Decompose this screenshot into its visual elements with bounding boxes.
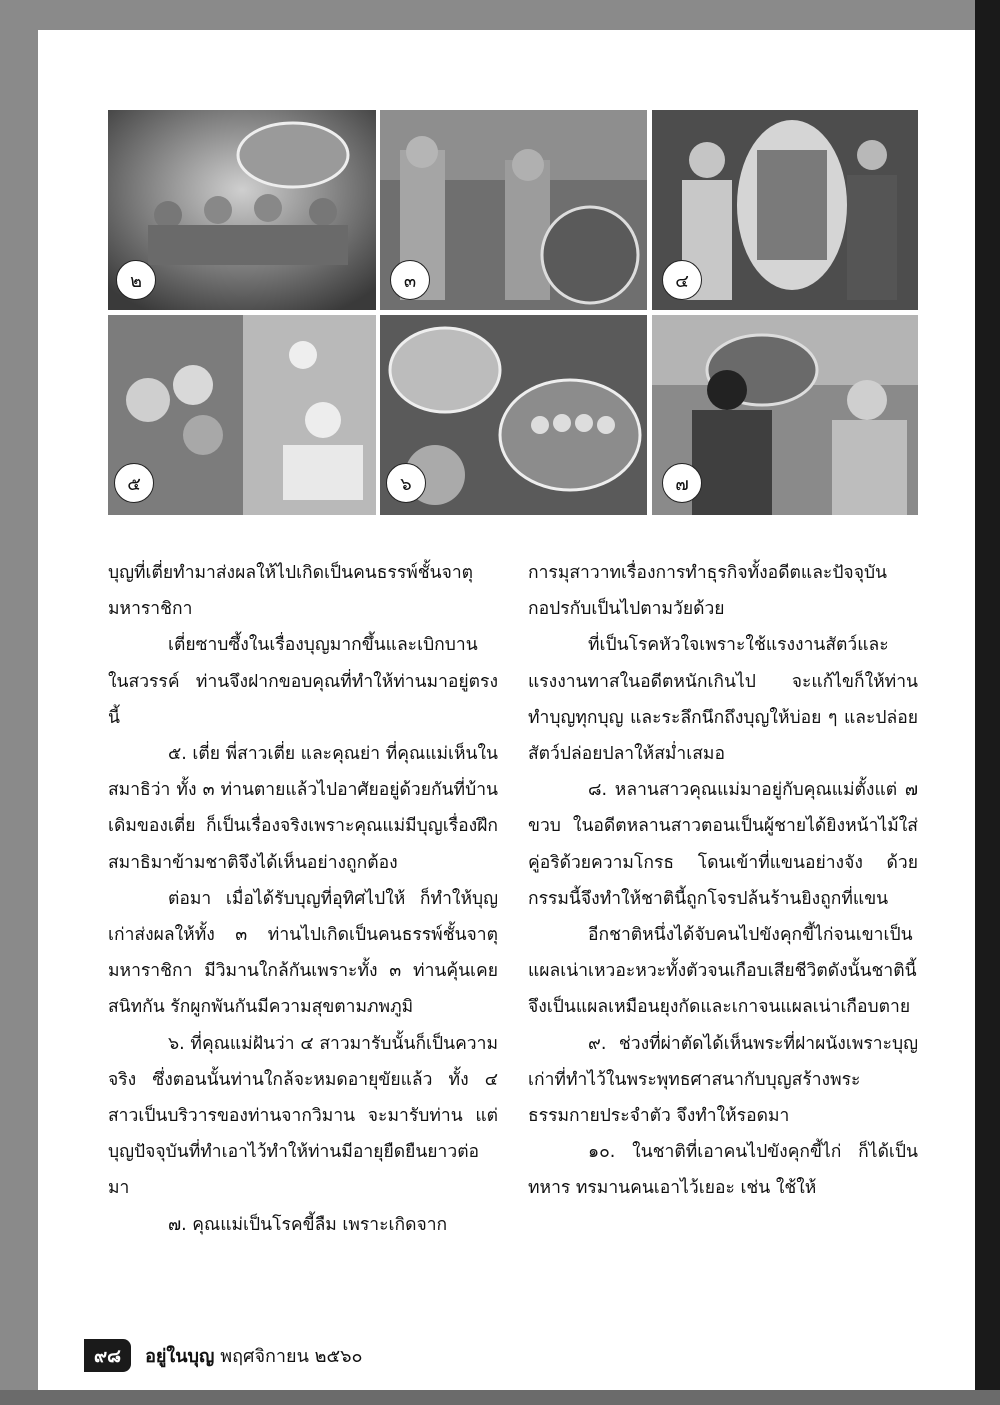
- issue-date: พฤศจิกายน ๒๕๖๐: [220, 1345, 363, 1367]
- magazine-name: อยู่ในบุญ: [145, 1345, 215, 1367]
- page-edge-bottom: [0, 1390, 1000, 1405]
- paragraph: ๖. ที่คุณแม่ฝันว่า ๔ สาวมารับนั้นก็เป็นความจริง ซึ่งตอนนั้นท่านใกล้จะหมดอายุขัยแล้ว ทั้ง ๔ สาวเป็นบริวารของท่านจากวิมาน จะมารับท่าน แต่บุญปัจจุบันที่ทำเอาไว้ทำให้ท่านมีอายุยืดยืนยาวต่อมา: [108, 1033, 498, 1199]
- illustration-6: [380, 315, 647, 515]
- paragraph: ๕. เตี่ย พี่สาวเตี่ย และคุณย่า ที่คุณแม่เห็นในสมาธิว่า ทั้ง ๓ ท่านตายแล้วไปอาศัยอยู่ด้วยกันที่บ้านเดิมของเตี่ย ก็เป็นเรื่องจริงเพราะคุณแม่มีบุญเรื่องฝึกสมาธิมาข้ามชาติจึงได้เห็นอย่างถูกต้อง: [108, 744, 498, 873]
- paragraph: ๙. ช่วงที่ผ่าตัดได้เห็นพระที่ฝาผนังเพราะบุญเก่าที่ทำไว้ในพระพุทธศาสนากับบุญสร้างพระธรรมกายประจำตัว จึงทำให้รอดมา: [528, 1033, 918, 1127]
- page-edge-right: [975, 0, 1000, 1405]
- illustration-number-badge: ๒: [116, 260, 156, 300]
- illustration-number-badge: ๗: [662, 463, 702, 503]
- paragraph: ๗. คุณแม่เป็นโรคขี้ลืม เพราะเกิดจาก: [168, 1214, 448, 1235]
- illustration-3: [380, 110, 647, 310]
- paragraph: บุญที่เตี่ยทำมาส่งผลให้ไปเกิดเป็นคนธรรพ์ชั้นจาตุมหาราชิกา: [108, 563, 474, 620]
- page-footer: [84, 1340, 363, 1370]
- paragraph: เตี่ยซาบซึ้งในเรื่องบุญมากขึ้นและเบิกบานในสวรรค์ ท่านจึงฝากขอบคุณที่ทำให้ท่านมาอยู่ตรงนี้: [108, 635, 498, 728]
- paragraph: ๑๐. ในชาติที่เอาคนไปขังคุกขี้ไก่ ก็ได้เป็นทหาร ทรมานคนเอาไว้เยอะ เช่น ใช้ให้: [528, 1142, 918, 1199]
- illustration-5: [108, 315, 376, 515]
- text-column-right: [528, 555, 918, 1207]
- paragraph: การมุสาวาทเรื่องการทำธุรกิจทั้งอดีตและปัจจุบัน กอปรกับเป็นไปตามวัยด้วย: [528, 563, 888, 620]
- illustration-4: [652, 110, 918, 310]
- illustration-number-badge: ๖: [386, 463, 426, 503]
- page-number: ๙๘: [84, 1339, 131, 1372]
- paragraph: ที่เป็นโรคหัวใจเพราะใช้แรงงานสัตว์และแรงงานทาสในอดีตหนักเกินไป จะแก้ไขก็ให้ท่านทำบุญทุกบุญ และระลึกนึกถึงบุญให้บ่อย ๆ และปล่อยสัตว์ปล่อยปลาให้สม่ำเสมอ: [528, 635, 918, 765]
- paragraph: ๘. หลานสาวคุณแม่มาอยู่กับคุณแม่ตั้งแต่ ๗ ขวบ ในอดีตหลานสาวตอนเป็นผู้ชายได้ยิงหน้าไม้ใส่คู่อริด้วยความโกรธ โดนเข้าที่แขนอย่างจัง ด้วยกรรมนี้จึงทำให้ชาตินี้ถูกโจรปล้นร้านยิงถูกที่แขน: [528, 780, 918, 909]
- illustration-2: [108, 110, 376, 310]
- text-column-left: [108, 555, 498, 1243]
- paragraph: ต่อมา เมื่อได้รับบุญที่อุทิศไปให้ ก็ทำให้บุญเก่าส่งผลให้ทั้ง ๓ ท่านไปเกิดเป็นคนธรรพ์ชั้นจาตุมหาราชิกา มีวิมานใกล้กันเพราะทั้ง ๓ ท่านคุ้นเคยสนิทกัน รักผูกพันกันมีความสุขตามภพภูมิ: [108, 888, 498, 1018]
- illustration-7: [652, 315, 918, 515]
- paragraph: อีกชาติหนึ่งได้จับคนไปขังคุกขี้ไก่จนเขาเป็นแผลเน่าเหวอะหวะทั้งตัวจนเกือบเสียชีวิตดังนั้นชาตินี้จึงเป็นแผลเหมือนยุงกัดและเกาจนแผลเน่าเกือบตาย: [528, 925, 917, 1018]
- illustration-number-badge: ๔: [662, 260, 702, 300]
- illustration-number-badge: ๓: [390, 260, 430, 300]
- illustration-number-badge: ๕: [114, 463, 154, 503]
